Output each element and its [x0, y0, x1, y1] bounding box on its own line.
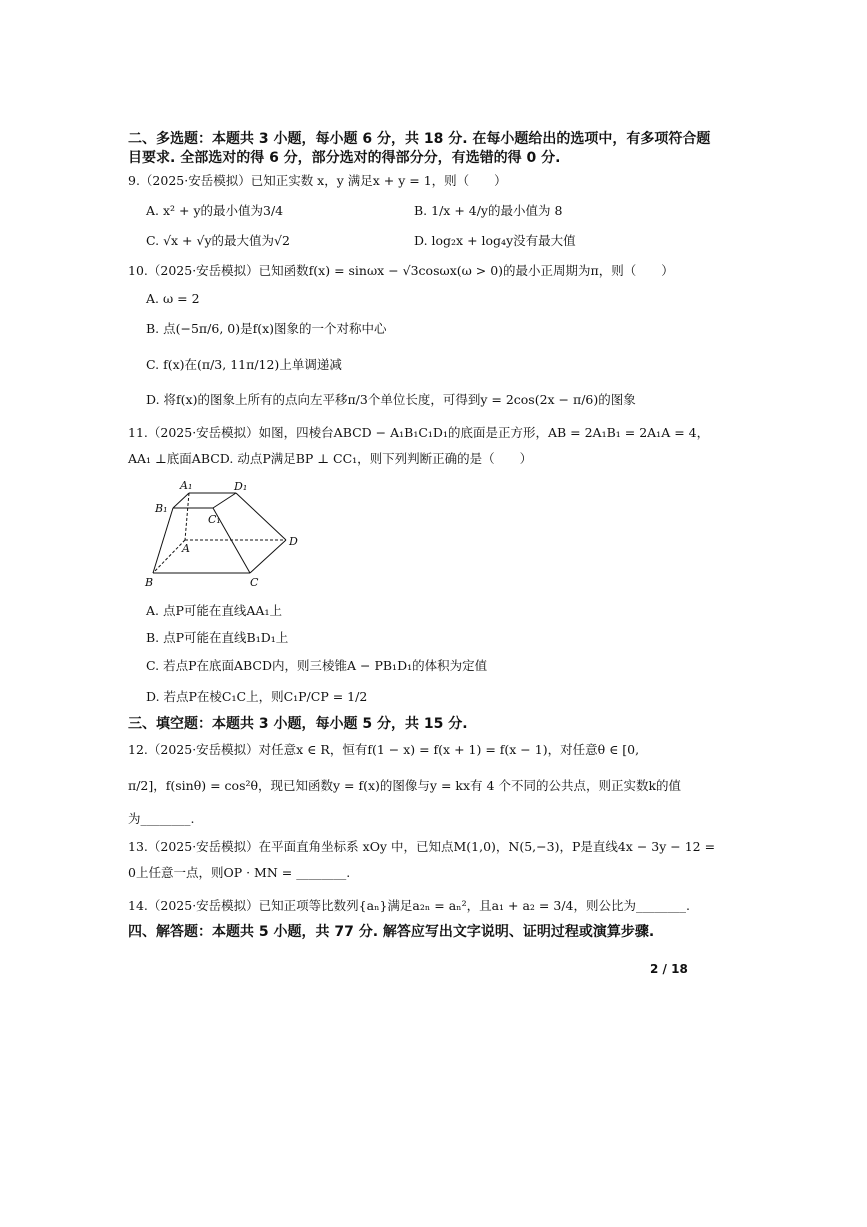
q12-line1: 12.（2025·安岳模拟）对任意x ∈ R，恒有f(1 − x) = f(x + 1) = f(x − 1)，对任意θ ∈ [0, [128, 742, 640, 757]
q11-option-c: C. 若点P在底面ABCD内，则三棱锥A − PB₁D₁的体积为定值 [146, 658, 488, 673]
section2-heading-line1: 二、多选题：本题共 3 小题，每小题 6 分，共 18 分. 在每小题给出的选项中，有多项符合题 [128, 131, 711, 147]
label-b1: B₁ [155, 502, 168, 515]
q10-option-b: B. 点(−5π/6, 0)是f(x)图象的一个对称中心 [146, 321, 387, 336]
q13-line1: 13.（2025·安岳模拟）在平面直角坐标系 xOy 中，已知点M(1,0)，N(5,−3)，P是直线4x − 3y − 12 = [128, 839, 716, 854]
label-d1: D₁ [234, 480, 248, 493]
frustum-figure [140, 476, 310, 592]
label-a: A [182, 542, 190, 555]
q9-option-d: D. log₂x + log₄y没有最大值 [414, 233, 576, 248]
q9-stem: 9.（2025·安岳模拟）已知正实数 x，y 满足x + y = 1，则（ ） [128, 173, 507, 188]
label-b: B [145, 576, 154, 589]
q10-option-c: C. f(x)在(π/3, 11π/12)上单调递减 [146, 357, 342, 372]
label-c: C [250, 576, 259, 589]
q11-option-b: B. 点P可能在直线B₁D₁上 [146, 630, 289, 645]
q11-stem-line1: 11.（2025·安岳模拟）如图，四棱台ABCD − A₁B₁C₁D₁的底面是正方形，AB = 2A₁B₁ = 2A₁A = 4， [128, 425, 710, 440]
q10-option-d: D. 将f(x)的图象上所有的点向左平移π/3个单位长度，可得到y = 2cos(2x − π/6)的图象 [146, 392, 636, 407]
page-number: 2 / 18 [650, 962, 688, 976]
q12-line3: 为________. [128, 811, 195, 826]
q9-option-a: A. x² + y的最小值为3/4 [146, 203, 284, 218]
q14-line1: 14.（2025·安岳模拟）已知正项等比数列{aₙ}满足a₂ₙ = aₙ²，且a₁ + a₂ = 3/4，则公比为________. [128, 898, 690, 913]
section3-heading: 三、填空题：本题共 3 小题，每小题 5 分，共 15 分. [128, 716, 468, 732]
label-d: D [289, 535, 298, 548]
q12-line2: π/2]，f(sinθ) = cos²θ，现已知函数y = f(x)的图像与y = kx有 4 个不同的公共点，则正实数k的值 [128, 778, 682, 793]
section2-heading-line2: 目要求. 全部选对的得 6 分，部分选对的得部分分，有选错的得 0 分. [128, 150, 561, 166]
q9-option-b: B. 1/x + 4/y的最小值为 8 [414, 203, 563, 218]
q11-stem-line2: AA₁ ⊥底面ABCD. 动点P满足BP ⊥ CC₁，则下列判断正确的是（ ） [128, 451, 533, 466]
section4-heading: 四、解答题：本题共 5 小题，共 77 分. 解答应写出文字说明、证明过程或演算步骤. [128, 924, 655, 940]
label-c1: C₁ [208, 513, 221, 526]
q11-option-d: D. 若点P在棱C₁C上，则C₁P/CP = 1/2 [146, 689, 368, 704]
q10-stem: 10.（2025·安岳模拟）已知函数f(x) = sinωx − √3cosωx(ω > 0)的最小正周期为π，则（ ） [128, 263, 674, 278]
q11-option-a: A. 点P可能在直线AA₁上 [146, 603, 282, 618]
q9-option-c: C. √x + √y的最大值为√2 [146, 233, 290, 248]
q13-line2: 0上任意一点，则OP · MN = ________. [128, 865, 351, 880]
label-a1: A₁ [180, 479, 193, 492]
q10-option-a: A. ω = 2 [146, 291, 200, 306]
